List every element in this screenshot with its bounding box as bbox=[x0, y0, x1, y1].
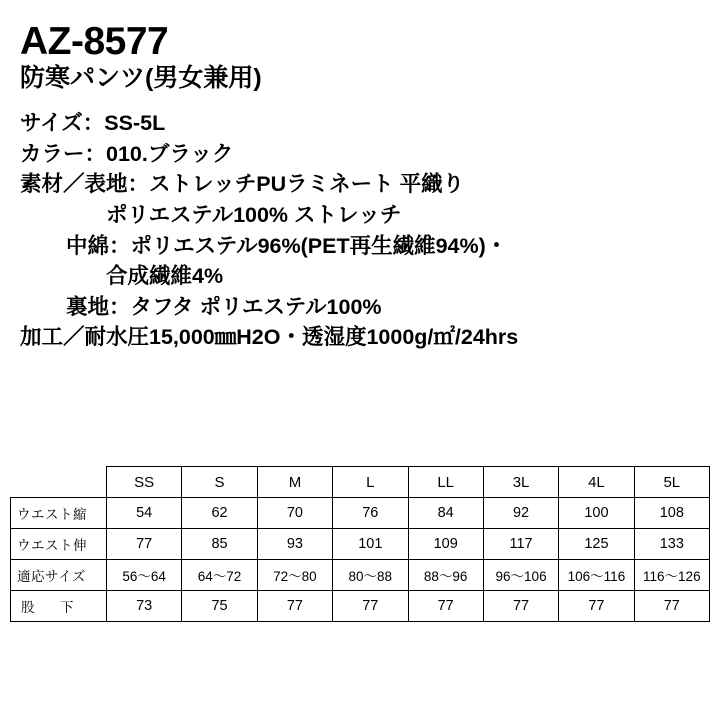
spec-list bbox=[20, 108, 702, 352]
column-header-3l: 3L bbox=[483, 467, 558, 498]
cell-inseam-l: 77 bbox=[333, 591, 408, 622]
cell-inseam-3l: 77 bbox=[483, 591, 558, 622]
cell-fit-size-m: 72～80 bbox=[257, 560, 332, 591]
cell-waist-min-4l: 100 bbox=[559, 498, 634, 529]
row-label-fit-size: 適応サイズ bbox=[11, 560, 107, 591]
size-table-header bbox=[11, 467, 710, 498]
cell-fit-size-l: 80～88 bbox=[333, 560, 408, 591]
row-label-waist-min: ウエスト縮 bbox=[11, 498, 107, 529]
spec-line-lining: 裏地：タフタ ポリエステル100% bbox=[66, 294, 382, 319]
table-corner-cell bbox=[11, 467, 107, 498]
table-header-row bbox=[11, 467, 710, 498]
column-header-m: M bbox=[257, 467, 332, 498]
size-table bbox=[10, 466, 710, 622]
cell-inseam-4l: 77 bbox=[559, 591, 634, 622]
cell-fit-size-5l: 116～126 bbox=[634, 560, 709, 591]
cell-fit-size-ss: 56～64 bbox=[107, 560, 182, 591]
cell-waist-max-ss: 77 bbox=[107, 529, 182, 560]
table-row bbox=[11, 498, 710, 529]
cell-waist-min-l: 76 bbox=[333, 498, 408, 529]
column-header-4l: 4L bbox=[559, 467, 634, 498]
cell-waist-max-5l: 133 bbox=[634, 529, 709, 560]
row-label-waist-max: ウエスト伸 bbox=[11, 529, 107, 560]
spec-line-treatment: 加工／耐水圧15,000㎜H2O・透湿度1000g/㎡/24hrs bbox=[20, 325, 519, 350]
cell-waist-max-s: 85 bbox=[182, 529, 257, 560]
cell-fit-size-ll: 88～96 bbox=[408, 560, 483, 591]
cell-fit-size-s: 64～72 bbox=[182, 560, 257, 591]
cell-inseam-s: 75 bbox=[182, 591, 257, 622]
cell-waist-min-5l: 108 bbox=[634, 498, 709, 529]
cell-waist-max-m: 93 bbox=[257, 529, 332, 560]
column-header-ll: LL bbox=[408, 467, 483, 498]
cell-waist-max-4l: 125 bbox=[559, 529, 634, 560]
table-row bbox=[11, 529, 710, 560]
column-header-ss: SS bbox=[107, 467, 182, 498]
cell-fit-size-3l: 96～106 bbox=[483, 560, 558, 591]
table-row bbox=[11, 591, 710, 622]
cell-waist-max-l: 101 bbox=[333, 529, 408, 560]
product-name: 防寒パンツ(男女兼用) bbox=[20, 63, 262, 92]
column-header-5l: 5L bbox=[634, 467, 709, 498]
cell-waist-min-ll: 84 bbox=[408, 498, 483, 529]
spec-line-wadding-cont: 合成繊維4% bbox=[106, 264, 224, 289]
cell-waist-min-m: 70 bbox=[257, 498, 332, 529]
spec-line-material-shell-cont: ポリエステル100% ストレッチ bbox=[106, 202, 402, 227]
cell-fit-size-4l: 106～116 bbox=[559, 560, 634, 591]
column-header-s: S bbox=[182, 467, 257, 498]
cell-waist-min-s: 62 bbox=[182, 498, 257, 529]
table-row bbox=[11, 560, 710, 591]
size-table-body bbox=[11, 498, 710, 622]
cell-waist-max-3l: 117 bbox=[483, 529, 558, 560]
spec-line-color: カラー：010.ブラック bbox=[20, 141, 234, 166]
spec-line-size: サイズ：SS-5L bbox=[20, 111, 166, 136]
cell-inseam-ss: 73 bbox=[107, 591, 182, 622]
cell-inseam-m: 77 bbox=[257, 591, 332, 622]
cell-inseam-5l: 77 bbox=[634, 591, 709, 622]
cell-waist-min-3l: 92 bbox=[483, 498, 558, 529]
column-header-l: L bbox=[333, 467, 408, 498]
cell-inseam-ll: 77 bbox=[408, 591, 483, 622]
cell-waist-max-ll: 109 bbox=[408, 529, 483, 560]
product-code: AZ-8577 bbox=[20, 20, 169, 63]
cell-waist-min-ss: 54 bbox=[107, 498, 182, 529]
spec-line-material-shell: 素材／表地：ストレッチPUラミネート 平織り bbox=[20, 172, 465, 197]
row-label-inseam: 股 下 bbox=[11, 591, 107, 622]
spec-line-wadding: 中綿：ポリエステル96%(PET再生繊維94%)・ bbox=[66, 233, 508, 258]
